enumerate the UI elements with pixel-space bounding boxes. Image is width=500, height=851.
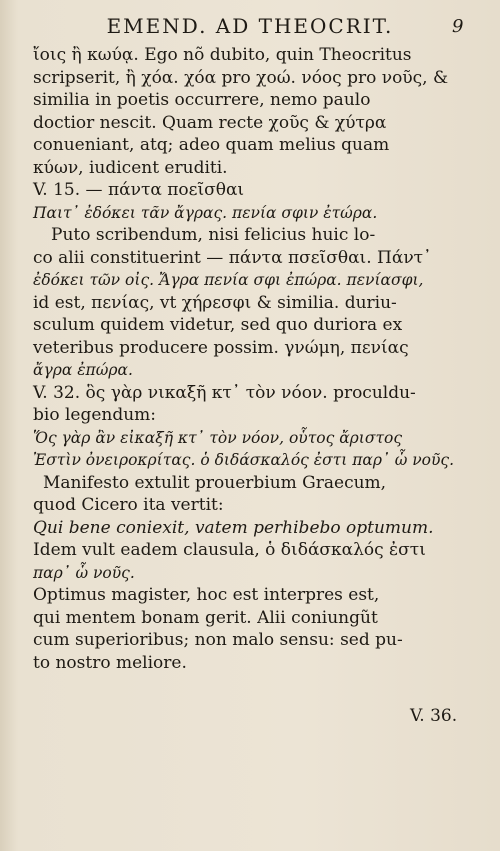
text-line: veteribus producere possim. γνώμη, πενίας	[33, 337, 409, 358]
text-line: ἴοις ἢ κωύᾳ. Ego nõ dubito, quin Theocritus	[33, 45, 412, 65]
greek-verse-line: Ὅς γὰρ ἂν εἰκαξῆ κτ᾽ τὸν νόον, οὗτος ἄριστος	[33, 428, 403, 447]
greek-line: Παιτ᾽ ἐδόκει τᾶν ἄγρας. πενία σφιν ἐτώρα.	[33, 203, 378, 222]
text-line: Manifesto extulit prouerbium Graecum,	[43, 472, 387, 493]
verse-reference: V. 15. — πάντα ποεῖσθαι	[33, 180, 245, 200]
greek-line: παρ᾽ ὧ νοῦς.	[33, 563, 135, 582]
catchword: V. 36.	[410, 706, 458, 726]
text-line: qui mentem bonam gerit. Alii coniungũt	[33, 607, 378, 628]
text-line: Puto scribendum, nisi felicius huic lo-	[51, 225, 376, 245]
text-line: to nostro meliore.	[33, 652, 187, 673]
text-line: Idem vult eadem clausula, ὁ διδάσκαλός ἐστι	[33, 540, 426, 560]
text-line: similia in poetis occurrere, nemo paulo	[33, 90, 371, 110]
page-number: 9	[452, 16, 464, 37]
text-line: id est, πενίας, vt χήρεσφι & similia. duriu-	[33, 292, 397, 313]
text-line: κύων, iudicent eruditi.	[33, 157, 228, 178]
text-line: conueniant, atq; adeo quam melius quam	[33, 135, 390, 155]
text-line: sculum quidem videtur, sed quo duriora ex	[33, 315, 403, 335]
body-text	[33, 44, 455, 674]
latin-quotation: Qui bene coniexit, vatem perhibebo optumum.	[33, 517, 434, 538]
text-line: Optimus magister, hoc est interpres est,	[33, 585, 380, 605]
text-line: bio legendum:	[33, 405, 157, 425]
text-line: quod Cicero ita vertit:	[33, 495, 224, 515]
text-line: doctior nescit. Quam recte χοῦς & χύτρα	[33, 112, 387, 133]
text-line: scripserit, ἢ χόα. χόα pro χοώ. νόος pro νοῦς, &	[33, 67, 449, 88]
greek-verse-line: Ἐστὶν ὀνειροκρίτας. ὁ διδάσκαλός ἐστι παρ᾽ ὧ νοῦς.	[33, 451, 455, 469]
running-title: EMEND. AD THEOCRIT.	[106, 14, 394, 38]
greek-line: ἐδόκει τῶν οἰς. Ἄγρα πενία σφι ἐπώρα. πενίασφι,	[33, 271, 424, 289]
greek-line: ἄγρα ἐπώρα.	[33, 361, 133, 379]
verse-reference: V. 32. ὃς γὰρ νικαξῆ κτ᾽ τὸν νόον. proculdu-	[33, 382, 416, 403]
text-line: co alii constituerint — πάντα πσεῖσθαι. Πάντ᾽	[33, 247, 432, 268]
text-line: cum superioribus; non malo sensu: sed pu-	[33, 630, 403, 650]
